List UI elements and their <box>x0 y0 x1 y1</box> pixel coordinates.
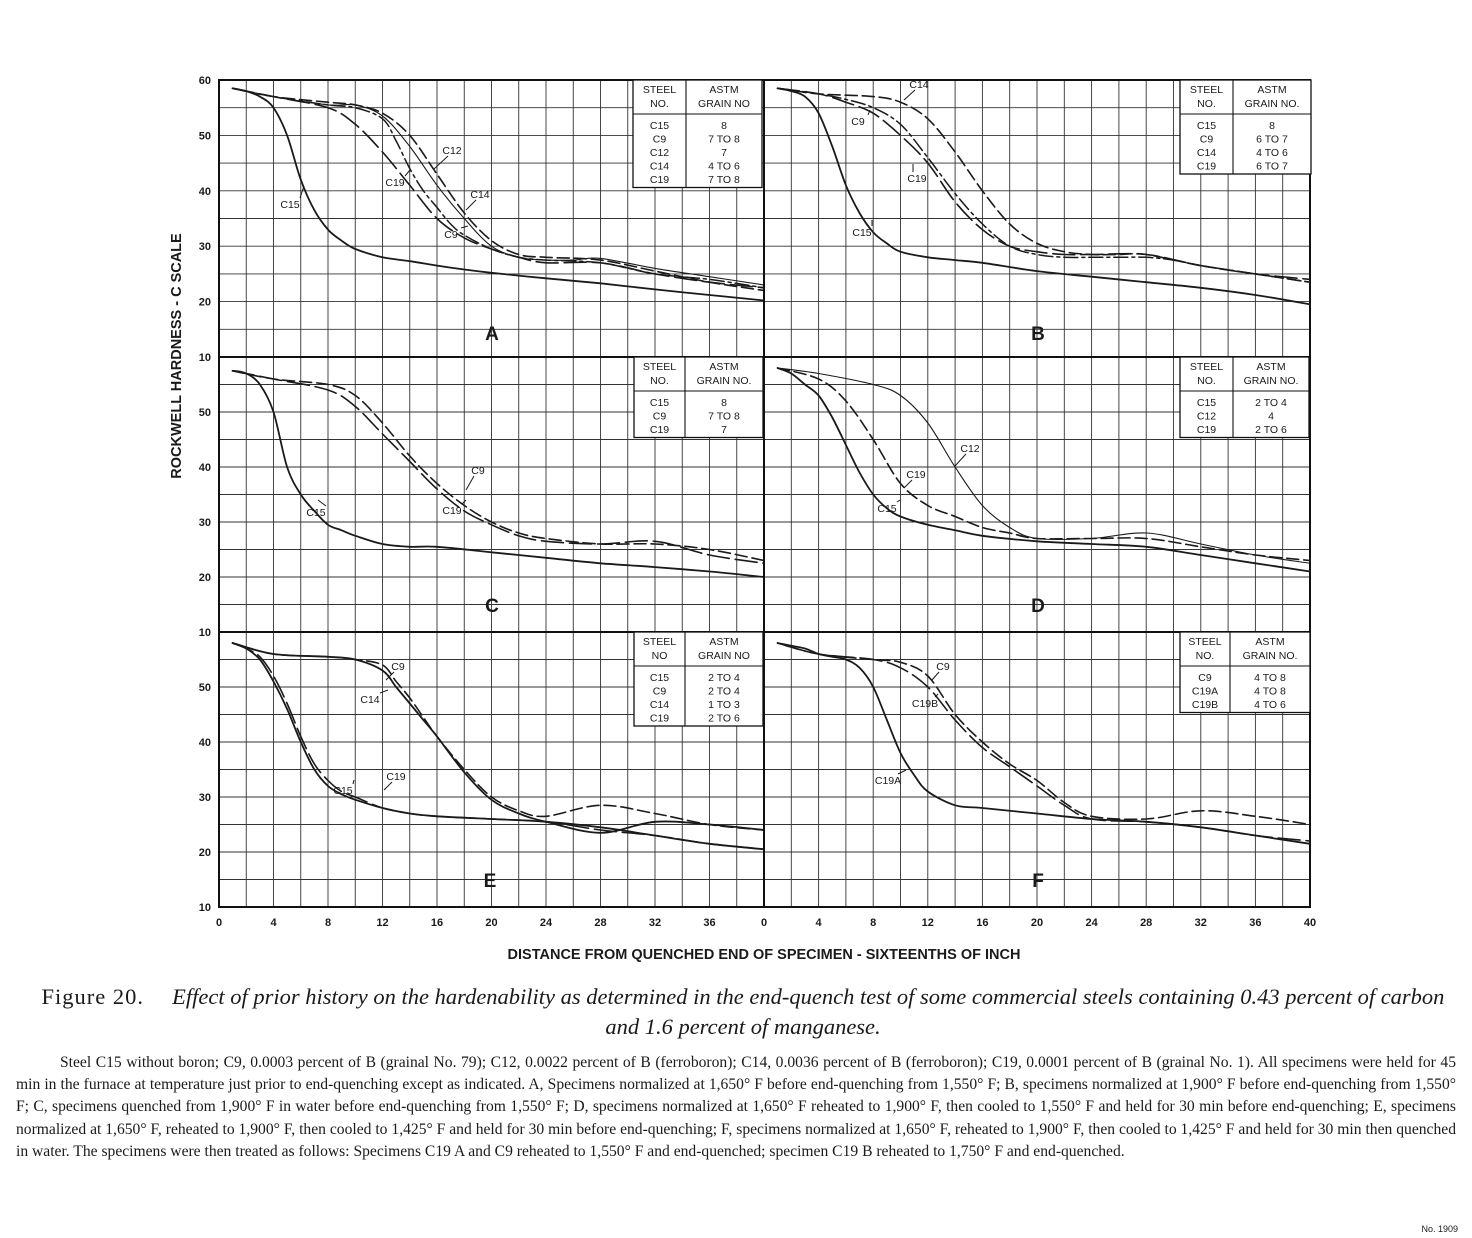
curve-label-c15: C15 <box>852 227 872 239</box>
x-tick-label: 16 <box>430 917 444 929</box>
figure-caption-title <box>28 982 1458 1042</box>
curve-label-c9: C9 <box>391 661 405 673</box>
x-tick-label: 12 <box>921 917 934 929</box>
x-tick-label: 20 <box>1030 917 1044 929</box>
legend-table <box>1180 80 1311 174</box>
curve-label-c19b: C19B <box>911 698 939 710</box>
legend-table-cell: C19 <box>649 174 670 186</box>
legend-table-cell: C19B <box>1191 699 1219 711</box>
curve-label-c12: C12 <box>442 145 462 157</box>
x-tick-label: 32 <box>648 917 662 929</box>
legend-table-cell: 7 TO 8 <box>708 133 740 146</box>
x-tick-label: 16 <box>976 917 989 929</box>
panel-c <box>199 357 764 639</box>
curve-label-c12: C12 <box>960 443 980 455</box>
curve-label-c19: C19 <box>907 173 927 185</box>
panel-label: E <box>483 871 497 892</box>
legend-table-header: STEEL <box>642 636 677 648</box>
legend-table-cell: C19 <box>1196 424 1217 436</box>
y-tick-label: 20 <box>198 572 211 584</box>
figure-notes: Steel C15 without boron; C9, 0.0003 percent of B (grainal No. 79); C12, 0.0022 percent of B (ferroboron); C14, 0.0036 percent of B (ferroboron); C19, 0.0001 percent of B (grainal No. 1). All specimens were held for 45 min in the furnace at temperature just prior to end-quenching except as indicated. A, Specimens normalized at 1,650° F before end-quenching from 1,550° F; B, specimens normalized at 1,900° F before end-quenching from 1,550° F; C, specimens quenched from 1,900° F in water before end-quenching from 1,550° F; D, specimens normalized at 1,650° F reheated to 1,900° F, then cooled to 1,550° F and held for 30 min before end-quenching; E, specimens normalized at 1,650° F, reheated to 1,900° F, then cooled to 1,425° F and held for 30 min before end-quenching; F, specimens normalized at 1,650° F, reheated to 1,900° F, then cooled to 1,425° F and held for 30 min then quenched in water. The specimens were then treated as follows: Specimens C19 A and C9 reheated to 1,550° F and end-quenched; specimen C19 B reheated to 1,750° F and end-quenched. <box>16 1054 1456 1160</box>
legend-table-header: NO. <box>1197 98 1216 110</box>
legend-table-cell: 6 TO 7 <box>1256 160 1288 173</box>
legend-table-cell: 4 <box>1268 410 1274 423</box>
leader-line <box>898 770 906 774</box>
x-tick-label: 12 <box>376 917 389 929</box>
curve-label-c14: C14 <box>909 79 929 91</box>
legend-table-cell: 2 TO 6 <box>708 712 740 725</box>
leader-line <box>904 480 912 488</box>
panel-a <box>199 75 764 364</box>
x-tick-label: 24 <box>1085 917 1098 929</box>
x-tick-label: 40 <box>1303 917 1317 929</box>
curve-label-c9: C9 <box>936 661 950 673</box>
leader-line <box>380 690 388 693</box>
legend-table-header: NO. <box>1197 375 1216 387</box>
legend-table-cell: 4 TO 6 <box>1254 699 1286 711</box>
curve-label-c19: C19 <box>906 469 926 481</box>
legend-table-cell: C15 <box>1196 120 1217 132</box>
curve-label-c14: C14 <box>360 694 380 706</box>
legend-table-cell: 8 <box>1269 120 1275 132</box>
legend-table <box>633 80 762 188</box>
legend-table-cell: 4 TO 6 <box>708 160 740 173</box>
y-tick-label: 10 <box>198 902 211 914</box>
legend-table-cell: C14 <box>649 160 670 173</box>
curve-label-c9: C9 <box>444 229 458 241</box>
y-tick-label: 20 <box>198 847 211 859</box>
leader-line <box>466 476 474 490</box>
legend-table-header: STEEL <box>1189 361 1224 373</box>
x-tick-label: 8 <box>324 917 332 929</box>
panel-label: C <box>485 596 499 617</box>
legend-table-header: NO. <box>650 98 669 110</box>
legend-table-header: STEEL <box>1188 636 1222 648</box>
leader-line <box>466 200 476 210</box>
legend-table-cell: C15 <box>649 397 670 409</box>
legend-table-header: GRAIN NO <box>698 98 750 110</box>
legend-table-header: NO. <box>650 375 669 387</box>
legend-table-cell: 8 <box>721 397 727 409</box>
legend-table-cell: 2 TO 4 <box>708 672 740 684</box>
y-tick-label: 20 <box>198 296 211 309</box>
legend-table-cell: 8 <box>721 120 727 132</box>
legend-table-cell: C9 <box>652 410 667 423</box>
legend-table-cell: 7 TO 8 <box>708 410 740 423</box>
legend-table-cell: C19 <box>649 712 670 725</box>
panel-label: B <box>1031 324 1045 345</box>
legend-table-cell: 7 TO 8 <box>708 174 740 186</box>
legend-table-cell: C15 <box>649 672 670 684</box>
leader-line <box>904 90 915 100</box>
panel-label: F <box>1032 871 1044 892</box>
leader-line <box>955 454 966 466</box>
legend-table-header: ASTM <box>1256 361 1286 373</box>
legend-table-header: STEEL <box>642 361 677 373</box>
plate-number: No. 1909 <box>1421 1224 1458 1234</box>
legend-table-cell: C12 <box>1196 410 1217 423</box>
legend-table-cell: C12 <box>649 147 670 159</box>
x-tick-label: 0 <box>760 917 768 929</box>
legend-table-cell: C19 <box>1196 160 1217 173</box>
legend-table-cell: C15 <box>1196 397 1217 409</box>
leader-line <box>318 500 326 506</box>
legend-table-cell: 4 TO 8 <box>1254 685 1286 698</box>
y-tick-label: 30 <box>198 792 211 804</box>
legend-table-cell: C14 <box>1196 147 1217 159</box>
curve-label-c15: C15 <box>333 785 353 797</box>
leader-line <box>384 782 392 790</box>
panel-label: D <box>1031 596 1045 617</box>
y-tick-label: 40 <box>198 185 211 198</box>
panel-label: A <box>485 324 499 345</box>
y-tick-label: 50 <box>198 682 211 694</box>
curve-label-c15: C15 <box>306 507 326 519</box>
x-tick-label: 4 <box>815 917 822 929</box>
x-tick-label: 8 <box>870 917 877 929</box>
legend-table-header: ASTM <box>709 636 739 648</box>
legend-table-header: NO <box>651 650 668 662</box>
curve-label-c19: C19 <box>385 177 405 189</box>
y-tick-label: 50 <box>198 407 211 419</box>
legend-table-cell: C15 <box>649 120 670 132</box>
legend-table <box>634 632 763 726</box>
panels-group <box>199 75 1316 929</box>
legend-table-cell: 4 TO 6 <box>1256 147 1288 159</box>
y-tick-label: 10 <box>198 352 211 364</box>
legend-table-header: NO. <box>1195 650 1215 662</box>
x-tick-label: 36 <box>703 917 716 929</box>
panel-f <box>761 632 1316 929</box>
legend-table-header: GRAIN NO. <box>1243 375 1299 387</box>
legend-table-cell: C9 <box>1199 133 1214 146</box>
curve-label-c19a: C19A <box>874 775 902 787</box>
curve-label-c9: C9 <box>851 116 865 128</box>
legend-table-header: STEEL <box>1189 84 1224 96</box>
legend-table <box>634 357 763 438</box>
legend-table-cell: 7 <box>721 147 727 159</box>
legend-table <box>1180 357 1309 438</box>
legend-table-cell: C19 <box>649 424 670 436</box>
x-tick-label: 28 <box>1140 917 1153 929</box>
panel-e <box>199 632 764 929</box>
leader-line <box>932 672 939 680</box>
y-tick-label: 40 <box>198 737 211 749</box>
legend-table-header: GRAIN NO. <box>1244 98 1300 110</box>
leader-line <box>434 156 448 169</box>
panel-d <box>764 357 1310 632</box>
x-tick-label: 0 <box>215 917 223 929</box>
legend-table-cell: C14 <box>649 699 670 711</box>
legend-table-header: STEEL <box>642 84 677 96</box>
legend-table-cell: C9 <box>1198 672 1212 684</box>
x-tick-label: 4 <box>270 917 277 929</box>
legend-table <box>1180 632 1310 713</box>
y-axis-label: ROCKWELL HARDNESS - C SCALE <box>169 233 185 479</box>
leader-line <box>353 780 354 784</box>
legend-table-header: ASTM <box>709 84 739 96</box>
y-tick-label: 40 <box>198 462 211 474</box>
curve-label-c15: C15 <box>280 199 300 211</box>
y-tick-label: 60 <box>198 75 211 87</box>
curve-label-c19: C19 <box>442 505 462 517</box>
leader-line <box>405 170 410 176</box>
y-tick-label: 10 <box>198 627 211 639</box>
legend-table-cell: 2 TO 4 <box>708 685 740 698</box>
legend-table-cell: 2 TO 6 <box>1255 424 1287 436</box>
x-tick-label: 36 <box>1249 917 1262 929</box>
panel-b <box>764 79 1311 357</box>
legend-table-header: GRAIN NO. <box>1242 650 1298 662</box>
legend-table-cell: 2 TO 4 <box>1255 397 1287 409</box>
legend-table-cell: C19A <box>1191 685 1219 698</box>
leader-line <box>897 500 900 502</box>
y-tick-label: 30 <box>198 241 211 254</box>
legend-table-header: GRAIN NO. <box>696 375 752 387</box>
curve-label-c14: C14 <box>470 189 490 201</box>
y-tick-label: 30 <box>198 517 211 529</box>
y-tick-label: 50 <box>198 130 211 143</box>
legend-table-header: ASTM <box>1255 636 1285 648</box>
x-tick-label: 28 <box>594 917 607 929</box>
legend-table-cell: C9 <box>652 685 667 698</box>
legend-table-cell: 7 <box>721 424 727 436</box>
legend-table-header: ASTM <box>1257 84 1287 96</box>
x-tick-label: 32 <box>1194 917 1207 929</box>
figure-title: Effect of prior history on the hardenability as determined in the end-quench test of some commercial steels containing 0.43 percent of carbon and 1.6 percent of manganese. <box>172 984 1445 1039</box>
legend-table-header: GRAIN NO <box>698 650 750 662</box>
x-axis-label: DISTANCE FROM QUENCHED END OF SPECIMEN - SIXTEENTHS OF INCH <box>507 947 1021 963</box>
x-tick-label: 20 <box>485 917 498 929</box>
figure-label: Figure 20. <box>41 984 145 1009</box>
curve-label-c9: C9 <box>471 465 485 477</box>
legend-table-header: ASTM <box>709 361 739 373</box>
legend-table-cell: 6 TO 7 <box>1256 133 1288 146</box>
legend-table-cell: 1 TO 3 <box>708 699 740 711</box>
legend-table-cell: 4 TO 8 <box>1254 672 1286 684</box>
curve-label-c19: C19 <box>386 771 406 783</box>
legend-table-cell: C9 <box>652 133 667 146</box>
curve-label-c15: C15 <box>877 503 897 515</box>
x-tick-label: 24 <box>539 917 553 929</box>
